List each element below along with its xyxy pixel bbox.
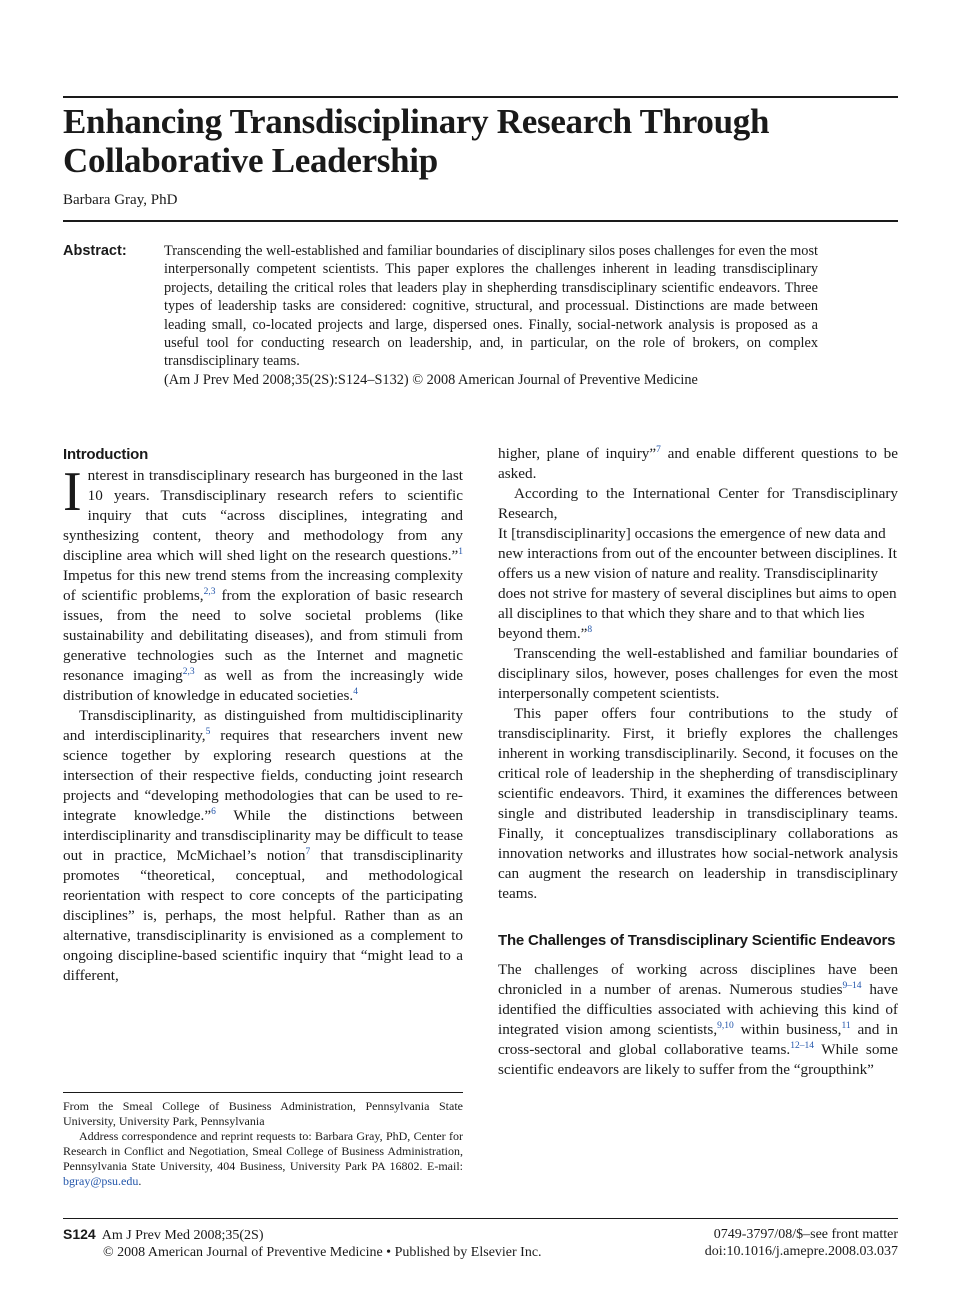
journal-ref: Am J Prev Med 2008;35(2S): [101, 1228, 264, 1243]
icenter-paragraph: According to the International Center for Transdisciplinary Research,: [498, 485, 898, 522]
citation-ref[interactable]: 7: [305, 846, 311, 857]
intro-paragraph-1: Interest in transdisciplinary research has burgeoned in the last 10 years. Transdisciplinary research refers to scientific inquiry that cuts “across disciplines, integrating and synthesizing content, theory and methodology from any discipline area which will shed light on the research questions.”$^1$ Impetus for this new trend stems from the increasing complexity of scientific problems,$^{2,3}$ from the exploration of basic research issues, from the need to solve societal problems (like sustainability and debilitating diseases), and from stimuli from generative technologies such as the Internet and magnetic resonance imaging$^{2,3}$ as well as from the increasingly wide distribution of knowledge in educated societies.$^4$: [63, 461, 463, 704]
citation-ref[interactable]: 9–14: [842, 980, 862, 991]
citation-ref[interactable]: 4: [353, 686, 358, 697]
correspondence-text: Address correspondence and reprint requests to: Barbara Gray, PhD, Center for Research in Conflict and Negotiation, Smeal College of Business Administration, Pennsylvania State University, 404 Business, University Park PA 16802. E-mail: bgray@psu.edu.: [63, 1129, 463, 1188]
email-link[interactable]: bgray@psu.edu: [63, 1174, 139, 1188]
left-column: [63, 444, 463, 986]
citation-ref[interactable]: 12–14: [790, 1040, 814, 1051]
citation-ref[interactable]: 8: [587, 624, 593, 635]
publisher: Published by Elsevier Inc.: [394, 1245, 542, 1260]
issn: 0749-3797/08/$–see front matter: [713, 1227, 898, 1242]
footer-left: [63, 1226, 542, 1261]
footer-rule: [63, 1218, 898, 1219]
intro-paragraph-2: Transdisciplinarity, as distinguished from multidisciplinarity and interdisciplinarity,$^5$ requires that researchers invent new science together by exploring research questions at the intersection of their respective fields, conducting joint research projects and “developing methodologies that can be used to re-integrate knowledge.”$^6$ While the distinctions between interdisciplinarity and transdisciplinarity may be difficult to tease out in practice, McMichael’s notion$^7$ that transdisciplinarity promotes “theoretical, conceptual, and methodological reorientation with respect to core concepts of the participating disciplines” is, perhaps, the most helpful. Rather than as an alternative, transdisciplinarity is envisioned as a complement to ongoing discipline-based scientific inquiry that “might lead to a different,: [63, 707, 463, 984]
page-number: S124: [63, 1226, 96, 1242]
author-name: Barbara Gray, PhD: [63, 192, 178, 208]
abstract-label: Abstract:: [63, 243, 127, 259]
right-column: [498, 444, 898, 1080]
doi[interactable]: doi:10.1016/j.amepre.2008.03.037: [704, 1244, 898, 1259]
citation-ref[interactable]: 1: [458, 546, 463, 557]
footer-right: [705, 1226, 898, 1260]
block-quote: It [transdisciplinarity] occasions the emergence of new data and new interactions from out of the encounter between disciplines. It offers us a new vision of nature and reality. Transdisciplinarity does not strive for mastery of several disciplines but aims to open all disciplines to that which they share and to that which lies beyond them.”$^8$: [498, 525, 897, 642]
article-title: Enhancing Transdisciplinary Research Through Collaborative Leadership: [63, 102, 770, 180]
affiliation-text: From the Smeal College of Business Administration, Pennsylvania State University, University Park, Pennsylvania: [63, 1099, 463, 1128]
section-heading-wrap: [498, 930, 898, 952]
challenges-paragraph: The challenges of working across disciplines have been chronicled in a number of arenas. Numerous studies$^{9-14}$ have identified the difficulties associated with achieving this kind of integrated vision among scientists,$^{9,10}$ within business,$^{11}$ and in cross-sectoral and global collaborative teams.$^{12-14}$ While some scientific endeavors are likely to suffer from the “groupthink”: [498, 961, 899, 1078]
bullet-separator: •: [386, 1245, 392, 1260]
transcend-paragraph: Transcending the well-established and familiar boundaries of disciplinary silos, however, poses challenges for even the most interpersonally competent scientists.: [498, 645, 898, 702]
citation-ref[interactable]: 7: [656, 444, 661, 455]
affiliation-footnote: [63, 1092, 463, 1189]
challenges-heading: The Challenges of Transdisciplinary Scientific Endeavors: [498, 932, 896, 949]
abstract-body: [164, 242, 818, 389]
citation-ref[interactable]: 5: [205, 726, 211, 737]
citation-ref[interactable]: 2,3: [182, 666, 195, 677]
drop-cap: I: [63, 461, 82, 523]
abstract-text: Transcending the well-established and familiar boundaries of disciplinary silos poses challenges for even the most interpersonally competent scientists. This paper explores the challenges inherent in leading transdisciplinary projects, detailing the critical roles that leaders play in shepherding transdisciplinary scientific endeavors. Three types of leadership tasks are considered: cognitive, structural, and processual. Distinctions are made between leading small, co-located projects and large, dispersed ones. Finally, social-network analysis is proposed as a useful tool for conducting research on leadership, and, in particular, on the role of brokers, on complex transdisciplinary teams.: [164, 243, 818, 370]
citation-ref[interactable]: 11: [841, 1020, 851, 1031]
top-rule: [63, 96, 898, 98]
citation-ref[interactable]: 2,3: [203, 586, 216, 597]
abstract-citation: (Am J Prev Med 2008;35(2S):S124–S132) © 2008 American Journal of Preventive Medicine: [164, 371, 698, 388]
footer-copyright: © 2008 American Journal of Preventive Medicine: [103, 1245, 383, 1260]
citation-ref[interactable]: 6: [211, 806, 216, 817]
contributions-paragraph: This paper offers four contributions to the study of transdisciplinarity. First, it briefly explores the challenges inherent in working transdisciplinarily. Second, it focuses on the critical role of leadership in the shepherding of transdisciplinary scientific endeavors. Third, it examines the differences between single and distributed leadership in transdisciplinary teams. Finally, it conceptualizes transdisciplinary collaborations as innovation networks and illustrates how social-network analysis can augment the research on leadership in transdisciplinary teams.: [498, 705, 898, 902]
citation-ref[interactable]: 9,10: [717, 1020, 734, 1031]
continued-paragraph: higher, plane of inquiry”$^7$ and enable different questions to be asked.: [498, 444, 899, 482]
author-rule: [63, 220, 898, 222]
introduction-heading: Introduction: [63, 446, 149, 463]
